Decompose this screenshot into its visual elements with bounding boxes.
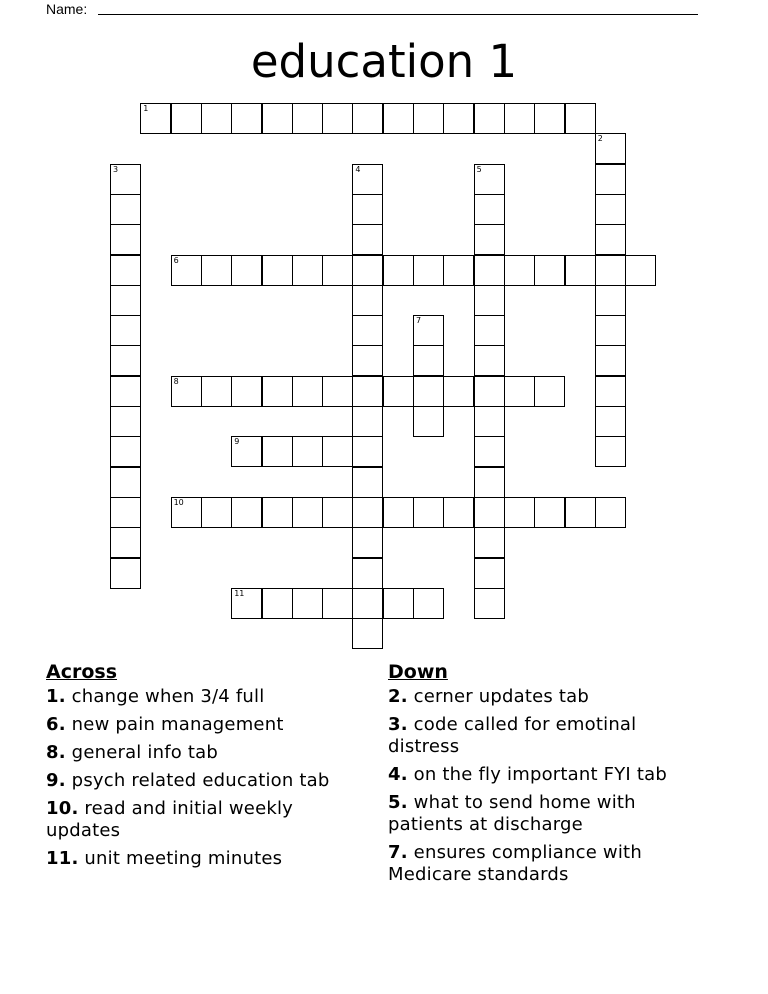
clue-text: new pain management	[65, 714, 284, 735]
crossword-cell[interactable]	[474, 467, 505, 498]
crossword-cell[interactable]	[443, 255, 474, 286]
clue-number-label: 8.	[46, 742, 66, 763]
clue-text: code called for emotinal distress	[388, 714, 637, 757]
crossword-cell[interactable]	[413, 315, 444, 346]
crossword-cell[interactable]	[171, 376, 202, 407]
crossword-cell[interactable]	[352, 406, 383, 437]
crossword-cell[interactable]	[474, 436, 505, 467]
crossword-cell[interactable]	[110, 376, 141, 407]
crossword-cell[interactable]	[595, 345, 626, 376]
crossword-cell[interactable]	[201, 255, 232, 286]
crossword-cell[interactable]	[504, 376, 535, 407]
clue-number: 6	[173, 255, 179, 265]
down-heading: Down	[388, 661, 448, 683]
clue-number-label: 2.	[388, 686, 408, 707]
crossword-cell[interactable]	[352, 194, 383, 225]
clue-number-label: 3.	[388, 714, 408, 735]
crossword-cell[interactable]	[474, 497, 505, 528]
crossword-cell[interactable]	[262, 103, 293, 134]
crossword-cell[interactable]	[171, 255, 202, 286]
crossword-cell[interactable]	[262, 497, 293, 528]
clue-number-label: 9.	[46, 770, 66, 791]
crossword-cell[interactable]	[413, 497, 444, 528]
clue-number-label: 4.	[388, 764, 408, 785]
crossword-cell[interactable]	[201, 103, 232, 134]
clue-item	[388, 792, 688, 836]
crossword-cell[interactable]	[352, 345, 383, 376]
crossword-cell[interactable]	[383, 588, 414, 619]
crossword-cell[interactable]	[474, 164, 505, 195]
crossword-cell[interactable]	[262, 376, 293, 407]
clue-item	[388, 686, 688, 708]
crossword-cell[interactable]	[595, 133, 626, 164]
crossword-cell[interactable]	[534, 376, 565, 407]
crossword-cell[interactable]	[504, 103, 535, 134]
across-clue-list	[46, 686, 366, 870]
clue-text: cerner updates tab	[407, 686, 589, 707]
clue-number: 2	[597, 134, 603, 144]
crossword-cell[interactable]	[352, 376, 383, 407]
crossword-cell[interactable]	[595, 285, 626, 316]
clue-text: ensures compliance with Medicare standards	[388, 842, 642, 885]
crossword-cell[interactable]	[352, 467, 383, 498]
crossword-cell[interactable]	[474, 255, 505, 286]
crossword-cell[interactable]	[595, 194, 626, 225]
crossword-cell[interactable]	[110, 255, 141, 286]
crossword-cell[interactable]	[413, 255, 444, 286]
crossword-cell[interactable]	[352, 224, 383, 255]
clue-number: 1	[143, 104, 149, 113]
clue-number-label: 1.	[46, 686, 66, 707]
crossword-cell[interactable]	[443, 497, 474, 528]
crossword-cell[interactable]	[231, 588, 262, 619]
crossword-cell[interactable]	[110, 224, 141, 255]
crossword-cell[interactable]	[171, 497, 202, 528]
down-clue-list	[388, 686, 688, 886]
crossword-cell[interactable]	[110, 285, 141, 316]
crossword-cell[interactable]	[171, 103, 202, 134]
crossword-cell[interactable]	[534, 497, 565, 528]
crossword-cell[interactable]	[201, 376, 232, 407]
clue-number: 3	[113, 164, 119, 174]
crossword-cell[interactable]	[474, 315, 505, 346]
crossword-cell[interactable]	[443, 376, 474, 407]
clue-text: general info tab	[65, 742, 219, 763]
crossword-cell[interactable]	[352, 315, 383, 346]
crossword-cell[interactable]	[474, 194, 505, 225]
down-clues	[388, 660, 688, 892]
crossword-cell[interactable]	[231, 436, 262, 467]
crossword-cell[interactable]	[322, 436, 353, 467]
crossword-cell[interactable]	[110, 406, 141, 437]
clue-item	[388, 714, 688, 758]
crossword-cell[interactable]	[595, 164, 626, 195]
clue-item	[46, 714, 366, 736]
crossword-cell[interactable]	[322, 376, 353, 407]
crossword-cell[interactable]	[110, 497, 141, 528]
crossword-cell[interactable]	[595, 315, 626, 346]
clue-item	[388, 842, 688, 886]
clue-item	[46, 798, 366, 842]
page-title: education 1	[250, 35, 518, 88]
crossword-cell[interactable]	[413, 406, 444, 437]
crossword-cell[interactable]	[474, 376, 505, 407]
crossword-cell[interactable]	[474, 406, 505, 437]
clue-number: 5	[476, 164, 482, 174]
crossword-cell[interactable]	[565, 255, 596, 286]
crossword-cell[interactable]	[474, 588, 505, 619]
crossword-cell[interactable]	[474, 345, 505, 376]
clue-number-label: 7.	[388, 842, 408, 863]
clue-number: 9	[234, 437, 240, 447]
crossword-cell[interactable]	[413, 345, 444, 376]
clue-number-label: 10.	[46, 798, 79, 819]
crossword-cell[interactable]	[231, 376, 262, 407]
clue-number: 11	[234, 588, 245, 598]
clue-text: change when 3/4 full	[65, 686, 265, 707]
crossword-cell[interactable]	[352, 255, 383, 286]
crossword-cell[interactable]	[292, 497, 323, 528]
crossword-cell[interactable]	[565, 497, 596, 528]
crossword-cell[interactable]	[352, 497, 383, 528]
clue-number: 7	[416, 316, 422, 326]
clue-number-label: 11.	[46, 848, 79, 869]
crossword-cell[interactable]	[474, 527, 505, 558]
crossword-cell[interactable]	[413, 103, 444, 134]
crossword-cell[interactable]	[383, 376, 414, 407]
crossword-cell[interactable]	[413, 376, 444, 407]
crossword-cell[interactable]	[262, 436, 293, 467]
crossword-cell[interactable]	[322, 497, 353, 528]
crossword-cell[interactable]	[383, 255, 414, 286]
crossword-cell[interactable]	[352, 618, 383, 649]
clue-number: 8	[173, 376, 179, 386]
crossword-cell[interactable]	[504, 255, 535, 286]
crossword-cell[interactable]	[474, 558, 505, 589]
clue-text: read and initial weekly updates	[46, 798, 294, 841]
crossword-cell[interactable]	[352, 103, 383, 134]
crossword-cell[interactable]	[352, 285, 383, 316]
clue-text: on the fly important FYI tab	[407, 764, 667, 785]
crossword-cell[interactable]	[474, 285, 505, 316]
crossword-cell[interactable]	[110, 315, 141, 346]
crossword-cell[interactable]	[292, 436, 323, 467]
crossword-cell[interactable]	[231, 255, 262, 286]
crossword-cell[interactable]	[262, 588, 293, 619]
name-label: Name:	[46, 1, 88, 17]
clue-number-label: 6.	[46, 714, 66, 735]
clue-item	[46, 848, 366, 870]
crossword-cell[interactable]	[110, 558, 141, 589]
crossword-cell[interactable]	[595, 376, 626, 407]
crossword-cell[interactable]	[625, 255, 656, 286]
crossword-cell[interactable]	[474, 224, 505, 255]
crossword-cell[interactable]	[110, 527, 141, 558]
crossword-cell[interactable]	[413, 588, 444, 619]
clue-item	[46, 686, 366, 708]
crossword-cell[interactable]	[322, 588, 353, 619]
crossword-cell[interactable]	[292, 376, 323, 407]
crossword-cell[interactable]	[534, 103, 565, 134]
crossword-cell[interactable]	[110, 436, 141, 467]
crossword-cell[interactable]	[110, 467, 141, 498]
crossword-cell[interactable]	[292, 255, 323, 286]
crossword-cell[interactable]	[504, 497, 535, 528]
crossword-cell[interactable]	[140, 103, 171, 134]
crossword-cell[interactable]	[352, 527, 383, 558]
crossword-cell[interactable]	[231, 497, 262, 528]
across-clues	[46, 660, 366, 876]
clue-item	[46, 742, 366, 764]
crossword-cell[interactable]	[595, 436, 626, 467]
crossword-cell[interactable]	[292, 103, 323, 134]
crossword-cell[interactable]	[110, 194, 141, 225]
crossword-cell[interactable]	[383, 497, 414, 528]
clue-number: 10	[173, 497, 184, 507]
clue-item	[46, 770, 366, 792]
crossword-cell[interactable]	[322, 255, 353, 286]
clue-item	[388, 764, 688, 786]
crossword-cell[interactable]	[595, 497, 626, 528]
crossword-cell[interactable]	[201, 497, 232, 528]
crossword-cell[interactable]	[595, 255, 626, 286]
crossword-cell[interactable]	[292, 588, 323, 619]
crossword-cell[interactable]	[322, 103, 353, 134]
across-heading: Across	[46, 661, 118, 683]
crossword-cell[interactable]	[352, 164, 383, 195]
clue-number: 4	[355, 164, 361, 174]
crossword-cell[interactable]	[352, 436, 383, 467]
clue-text: what to send home with patients at discharge	[388, 792, 636, 835]
clue-text: unit meeting minutes	[78, 848, 283, 869]
crossword-cell[interactable]	[565, 103, 596, 134]
crossword-cell[interactable]	[595, 224, 626, 255]
crossword-cell[interactable]	[474, 103, 505, 134]
clue-text: psych related education tab	[65, 770, 330, 791]
crossword-cell[interactable]	[383, 103, 414, 134]
crossword-cell[interactable]	[231, 103, 262, 134]
crossword-cell[interactable]	[110, 345, 141, 376]
clue-number-label: 5.	[388, 792, 408, 813]
crossword-cell[interactable]	[352, 558, 383, 589]
crossword-cell[interactable]	[443, 103, 474, 134]
crossword-cell[interactable]	[595, 406, 626, 437]
crossword-cell[interactable]	[534, 255, 565, 286]
crossword-cell[interactable]	[262, 255, 293, 286]
crossword-cell[interactable]	[110, 164, 141, 195]
crossword-cell[interactable]	[352, 588, 383, 619]
